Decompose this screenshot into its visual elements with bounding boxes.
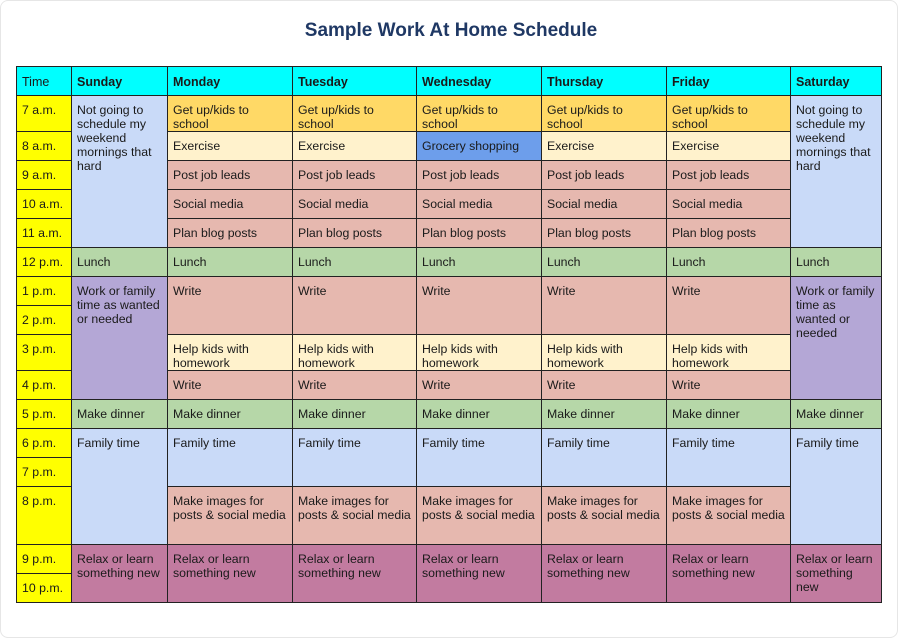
time-cell: 12 p.m. bbox=[17, 248, 72, 277]
header-thursday: Thursday bbox=[542, 67, 667, 96]
thursday-relax-cell: Relax or learn something new bbox=[542, 545, 667, 603]
sunday-lunch-cell: Lunch bbox=[72, 248, 168, 277]
friday-social-cell: Social media bbox=[667, 190, 791, 219]
monday-job-leads-cell: Post job leads bbox=[168, 161, 293, 190]
tuesday-relax-cell: Relax or learn something new bbox=[293, 545, 417, 603]
monday-getup-cell: Get up/kids to school bbox=[168, 96, 293, 132]
row-7am bbox=[17, 96, 882, 132]
time-cell: 10 a.m. bbox=[17, 190, 72, 219]
header-time: Time bbox=[17, 67, 72, 96]
time-cell: 3 p.m. bbox=[17, 335, 72, 371]
time-cell: 5 p.m. bbox=[17, 400, 72, 429]
friday-blog-cell: Plan blog posts bbox=[667, 219, 791, 248]
monday-images-cell: Make images for posts & social media bbox=[168, 487, 293, 545]
thursday-images-cell: Make images for posts & social media bbox=[542, 487, 667, 545]
monday-homework-cell: Help kids with homework bbox=[168, 335, 293, 371]
time-cell: 8 p.m. bbox=[17, 487, 72, 545]
monday-social-cell: Social media bbox=[168, 190, 293, 219]
friday-homework-cell: Help kids with homework bbox=[667, 335, 791, 371]
row-9pm bbox=[17, 545, 882, 574]
time-cell: 7 a.m. bbox=[17, 96, 72, 132]
time-cell: 9 p.m. bbox=[17, 545, 72, 574]
row-5pm bbox=[17, 400, 882, 429]
saturday-dinner-cell: Make dinner bbox=[791, 400, 882, 429]
saturday-family-cell: Family time bbox=[791, 429, 882, 545]
sunday-morning-cell: Not going to schedule my weekend mornings that hard bbox=[72, 96, 168, 248]
wednesday-relax-cell: Relax or learn something new bbox=[417, 545, 542, 603]
schedule-table bbox=[16, 66, 882, 603]
wednesday-write-cell: Write bbox=[417, 277, 542, 335]
monday-lunch-cell: Lunch bbox=[168, 248, 293, 277]
monday-dinner-cell: Make dinner bbox=[168, 400, 293, 429]
time-cell: 9 a.m. bbox=[17, 161, 72, 190]
page-title: Sample Work At Home Schedule bbox=[304, 20, 598, 41]
friday-write2-cell: Write bbox=[667, 371, 791, 400]
friday-dinner-cell: Make dinner bbox=[667, 400, 791, 429]
monday-write2-cell: Write bbox=[168, 371, 293, 400]
friday-getup-cell: Get up/kids to school bbox=[667, 96, 791, 132]
row-6pm bbox=[17, 429, 882, 458]
sunday-afternoon-cell: Work or family time as wanted or needed bbox=[72, 277, 168, 400]
thursday-lunch-cell: Lunch bbox=[542, 248, 667, 277]
thursday-job-leads-cell: Post job leads bbox=[542, 161, 667, 190]
wednesday-job-leads-cell: Post job leads bbox=[417, 161, 542, 190]
thursday-social-cell: Social media bbox=[542, 190, 667, 219]
tuesday-exercise-cell: Exercise bbox=[293, 132, 417, 161]
time-cell: 11 a.m. bbox=[17, 219, 72, 248]
sunday-family-cell: Family time bbox=[72, 429, 168, 545]
thursday-exercise-cell: Exercise bbox=[542, 132, 667, 161]
header-sunday: Sunday bbox=[72, 67, 168, 96]
wednesday-getup-cell: Get up/kids to school bbox=[417, 96, 542, 132]
time-cell: 8 a.m. bbox=[17, 132, 72, 161]
wednesday-dinner-cell: Make dinner bbox=[417, 400, 542, 429]
thursday-write2-cell: Write bbox=[542, 371, 667, 400]
friday-lunch-cell: Lunch bbox=[667, 248, 791, 277]
tuesday-write-cell: Write bbox=[293, 277, 417, 335]
row-1pm bbox=[17, 277, 882, 306]
monday-family-cell: Family time bbox=[168, 429, 293, 487]
tuesday-blog-cell: Plan blog posts bbox=[293, 219, 417, 248]
thursday-getup-cell: Get up/kids to school bbox=[542, 96, 667, 132]
header-saturday: Saturday bbox=[791, 67, 882, 96]
thursday-family-cell: Family time bbox=[542, 429, 667, 487]
thursday-blog-cell: Plan blog posts bbox=[542, 219, 667, 248]
tuesday-family-cell: Family time bbox=[293, 429, 417, 487]
wednesday-images-cell: Make images for posts & social media bbox=[417, 487, 542, 545]
saturday-afternoon-cell: Work or family time as wanted or needed bbox=[791, 277, 882, 400]
saturday-relax-cell: Relax or learn something new bbox=[791, 545, 882, 603]
tuesday-write2-cell: Write bbox=[293, 371, 417, 400]
row-12pm bbox=[17, 248, 882, 277]
tuesday-images-cell: Make images for posts & social media bbox=[293, 487, 417, 545]
saturday-lunch-cell: Lunch bbox=[791, 248, 882, 277]
wednesday-blog-cell: Plan blog posts bbox=[417, 219, 542, 248]
tuesday-homework-cell: Help kids with homework bbox=[293, 335, 417, 371]
header-friday: Friday bbox=[667, 67, 791, 96]
sunday-relax-cell: Relax or learn something new bbox=[72, 545, 168, 603]
time-cell: 4 p.m. bbox=[17, 371, 72, 400]
thursday-dinner-cell: Make dinner bbox=[542, 400, 667, 429]
monday-blog-cell: Plan blog posts bbox=[168, 219, 293, 248]
monday-write-cell: Write bbox=[168, 277, 293, 335]
saturday-morning-cell: Not going to schedule my weekend mornings that hard bbox=[791, 96, 882, 248]
time-cell: 1 p.m. bbox=[17, 277, 72, 306]
monday-relax-cell: Relax or learn something new bbox=[168, 545, 293, 603]
time-cell: 7 p.m. bbox=[17, 458, 72, 487]
tuesday-getup-cell: Get up/kids to school bbox=[293, 96, 417, 132]
tuesday-job-leads-cell: Post job leads bbox=[293, 161, 417, 190]
header-row bbox=[17, 67, 882, 96]
friday-write-cell: Write bbox=[667, 277, 791, 335]
tuesday-dinner-cell: Make dinner bbox=[293, 400, 417, 429]
wednesday-family-cell: Family time bbox=[417, 429, 542, 487]
tuesday-social-cell: Social media bbox=[293, 190, 417, 219]
sunday-dinner-cell: Make dinner bbox=[72, 400, 168, 429]
time-cell: 10 p.m. bbox=[17, 574, 72, 603]
wednesday-social-cell: Social media bbox=[417, 190, 542, 219]
tuesday-lunch-cell: Lunch bbox=[293, 248, 417, 277]
wednesday-write2-cell: Write bbox=[417, 371, 542, 400]
header-monday: Monday bbox=[168, 67, 293, 96]
time-cell: 2 p.m. bbox=[17, 306, 72, 335]
wednesday-grocery-cell: Grocery shopping bbox=[417, 132, 542, 161]
wednesday-lunch-cell: Lunch bbox=[417, 248, 542, 277]
friday-job-leads-cell: Post job leads bbox=[667, 161, 791, 190]
header-wednesday: Wednesday bbox=[417, 67, 542, 96]
wednesday-homework-cell: Help kids with homework bbox=[417, 335, 542, 371]
friday-exercise-cell: Exercise bbox=[667, 132, 791, 161]
monday-exercise-cell: Exercise bbox=[168, 132, 293, 161]
friday-family-cell: Family time bbox=[667, 429, 791, 487]
thursday-homework-cell: Help kids with homework bbox=[542, 335, 667, 371]
friday-relax-cell: Relax or learn something new bbox=[667, 545, 791, 603]
header-tuesday: Tuesday bbox=[293, 67, 417, 96]
time-cell: 6 p.m. bbox=[17, 429, 72, 458]
friday-images-cell: Make images for posts & social media bbox=[667, 487, 791, 545]
thursday-write-cell: Write bbox=[542, 277, 667, 335]
